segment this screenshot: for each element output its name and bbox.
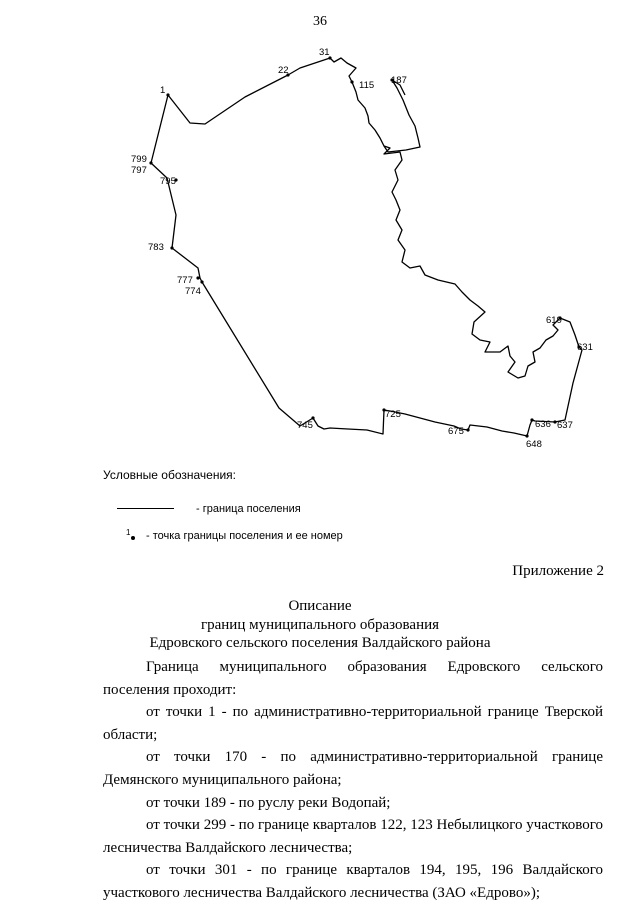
paragraph-intro: Граница муниципального образования Едровского сельского поселения проходит: [103,659,603,698]
point-label-795: 795 [160,176,176,187]
point-label-799: 799 [131,154,147,165]
boundary-point-115 [350,80,353,83]
legend-point-number: 1 [126,528,131,537]
point-label-187: 187 [391,75,407,86]
point-label-777: 777 [177,275,193,286]
legend-boundary-line-symbol [117,508,174,509]
point-label-725: 725 [385,409,401,420]
heading-line-2: границ муниципального образования [200,617,440,633]
legend-point-label: - точка границы поселения и ее номер [146,530,343,542]
paragraph-point-170: от точки 170 - по административно-территориальной границе Демянского муниципального района; [103,749,603,788]
point-label-631: 631 [577,342,593,353]
legend-boundary-line-label: - граница поселения [196,503,301,515]
point-label-115: 115 [359,80,375,91]
point-label-783: 783 [148,242,164,253]
boundary-point-labels [131,47,593,450]
boundary-point-636 [530,418,533,421]
point-label-1: 1 [160,85,166,96]
point-label-637: 637 [557,420,573,431]
point-label-774: 774 [185,286,201,297]
paragraph-point-1: от точки 1 - по административно-территориальной границе Тверской области; [103,704,603,743]
boundary-point-markers [149,56,580,437]
page-number: 36 [313,14,327,29]
point-label-648: 648 [526,439,542,450]
point-label-22: 22 [278,65,289,76]
paragraph-point-299: от точки 299 - по границе кварталов 122, 123 Небылицкого участкового лесничества Валдайского лесничества; [103,817,603,856]
legend-point-symbol [131,536,135,540]
boundary-point-774 [200,280,203,283]
boundary-point-1 [166,93,169,96]
legend-title: Условные обозначения: [103,468,236,482]
boundary-point-675 [466,428,469,431]
point-label-797: 797 [131,165,147,176]
boundary-point-777 [196,276,199,279]
heading-line-3: Едровского сельского поселения Валдайского района [149,635,491,651]
paragraph-point-189: от точки 189 - по руслу реки Водопай; [146,794,391,811]
point-label-636: 636 [535,419,551,430]
appendix-label: Приложение 2 [512,563,604,579]
boundary-description [103,656,603,905]
river-inner-branch [384,80,420,152]
heading-line-1: Описание [288,598,352,614]
point-label-745: 745 [297,420,313,431]
point-label-675: 675 [448,426,464,437]
boundary-point-648 [525,434,528,437]
boundary-point-799 [149,161,152,164]
paragraph-point-301: от точки 301 - по границе кварталов 194, 195, 196 Валдайского участкового лесничества Валдайского лесничества (ЗАО «Едрово»); [103,862,603,901]
point-label-619: 619 [546,315,562,326]
point-label-31: 31 [319,47,330,58]
settlement-boundary-line [151,58,582,436]
boundary-point-783 [170,246,173,249]
